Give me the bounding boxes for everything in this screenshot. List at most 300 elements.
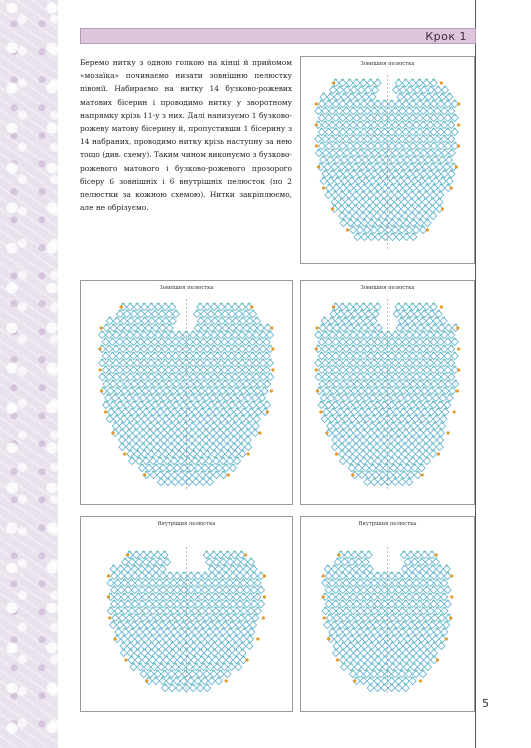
bead-dot bbox=[355, 128, 358, 130]
bead-dot bbox=[160, 366, 163, 368]
thread-diamond bbox=[148, 318, 155, 325]
bead-dot bbox=[241, 642, 244, 644]
bead-dot bbox=[430, 387, 433, 389]
thread-diamond bbox=[129, 559, 136, 566]
thread-diamond bbox=[365, 552, 372, 559]
thread-diamond bbox=[423, 115, 430, 122]
thread-diamond bbox=[421, 87, 428, 94]
bead-dot bbox=[122, 345, 125, 347]
thread-diamond bbox=[375, 185, 382, 192]
thread-diamond bbox=[149, 636, 156, 643]
bead-dot bbox=[354, 565, 357, 567]
thread-diamond bbox=[213, 472, 220, 479]
thread-diamond bbox=[210, 552, 217, 559]
bead-dot bbox=[143, 345, 146, 347]
thread-diamond bbox=[405, 416, 412, 423]
thread-diamond bbox=[417, 643, 424, 650]
bead-dot bbox=[227, 450, 230, 452]
bead-dot bbox=[193, 387, 196, 389]
bead-dot bbox=[145, 628, 148, 630]
bead-dot bbox=[369, 429, 372, 431]
thread-diamond bbox=[395, 143, 402, 150]
thread-diamond bbox=[391, 416, 398, 423]
bead-dot bbox=[133, 600, 136, 602]
thread-diamond bbox=[163, 608, 170, 615]
thread-diamond bbox=[350, 332, 357, 339]
thread-diamond bbox=[197, 318, 204, 325]
thread-diamond bbox=[169, 374, 176, 381]
bead-dot bbox=[206, 450, 209, 452]
thread-diamond bbox=[204, 360, 211, 367]
thread-diamond bbox=[343, 108, 350, 115]
bead-dot bbox=[366, 628, 369, 630]
thread-diamond bbox=[360, 304, 367, 311]
bead-dot bbox=[255, 317, 258, 319]
bead-dot bbox=[377, 422, 380, 424]
thread-diamond bbox=[376, 465, 383, 472]
thread-diamond bbox=[413, 150, 420, 157]
bead-dot bbox=[331, 373, 334, 375]
bead-dot bbox=[387, 135, 390, 137]
bead-dot bbox=[213, 317, 216, 319]
bead-dot bbox=[109, 607, 112, 609]
thread-diamond bbox=[354, 381, 361, 388]
thread-diamond bbox=[260, 360, 267, 367]
bead-dot bbox=[171, 317, 174, 319]
thread-diamond bbox=[367, 143, 374, 150]
bead-dot bbox=[130, 579, 133, 581]
thread-diamond bbox=[261, 388, 268, 395]
edge-bead bbox=[457, 347, 460, 350]
bead-dot bbox=[412, 380, 415, 382]
bead-dot bbox=[418, 457, 421, 459]
bead-dot bbox=[439, 142, 442, 144]
thread-diamond bbox=[232, 643, 239, 650]
thread-diamond bbox=[411, 559, 418, 566]
bead-dot bbox=[362, 212, 365, 214]
thread-diamond bbox=[142, 657, 149, 664]
bead-dot bbox=[179, 593, 182, 595]
bead-dot bbox=[411, 79, 414, 81]
bead-dot bbox=[259, 600, 262, 602]
bead-dot bbox=[345, 331, 348, 333]
bead-dot bbox=[401, 345, 404, 347]
bead-dot bbox=[178, 359, 181, 361]
bead-dot bbox=[398, 663, 401, 665]
bead-dot bbox=[396, 163, 399, 165]
thread-diamond bbox=[378, 360, 385, 367]
thread-diamond bbox=[396, 325, 403, 332]
bead-dot bbox=[365, 317, 368, 319]
thread-diamond bbox=[412, 416, 419, 423]
bead-dot bbox=[324, 607, 327, 609]
thread-diamond bbox=[361, 220, 368, 227]
thread-diamond bbox=[416, 430, 423, 437]
thread-diamond bbox=[345, 566, 352, 573]
bead-dot bbox=[353, 310, 356, 312]
bead-dot bbox=[214, 656, 217, 658]
bead-dot bbox=[134, 394, 137, 396]
bead-dot bbox=[254, 422, 257, 424]
thread-diamond bbox=[156, 594, 163, 601]
bead-dot bbox=[408, 135, 411, 137]
thread-diamond bbox=[378, 136, 385, 143]
bead-dot bbox=[432, 600, 435, 602]
bead-dot bbox=[411, 303, 414, 305]
bead-dot bbox=[341, 366, 344, 368]
bead-dot bbox=[411, 401, 414, 403]
thread-diamond bbox=[406, 580, 413, 587]
thread-diamond bbox=[437, 587, 444, 594]
bead-dot bbox=[161, 600, 164, 602]
bead-dot bbox=[320, 114, 323, 116]
thread-diamond bbox=[327, 94, 334, 101]
thread-diamond bbox=[406, 608, 413, 615]
bead-dot bbox=[429, 607, 432, 609]
bead-dot bbox=[136, 345, 139, 347]
thread-diamond bbox=[322, 108, 329, 115]
thread-diamond bbox=[205, 388, 212, 395]
bead-dot bbox=[341, 114, 344, 116]
bead-dot bbox=[389, 443, 392, 445]
bead-dot bbox=[227, 373, 230, 375]
thread-diamond bbox=[109, 353, 116, 360]
thread-diamond bbox=[136, 409, 143, 416]
bead-dot bbox=[447, 614, 450, 616]
bead-dot bbox=[343, 156, 346, 158]
edge-bead bbox=[327, 637, 330, 640]
thread-diamond bbox=[253, 360, 260, 367]
thread-diamond bbox=[357, 108, 364, 115]
thread-diamond bbox=[154, 671, 161, 678]
thread-diamond bbox=[441, 122, 448, 129]
bead-dot bbox=[322, 156, 325, 158]
thread-diamond bbox=[243, 622, 250, 629]
bead-dot bbox=[377, 642, 380, 644]
bead-dot bbox=[200, 607, 203, 609]
bead-dot bbox=[318, 387, 321, 389]
bead-dot bbox=[362, 366, 365, 368]
thread-diamond bbox=[128, 594, 135, 601]
thread-diamond bbox=[123, 402, 130, 409]
thread-diamond bbox=[182, 615, 189, 622]
thread-diamond bbox=[208, 381, 215, 388]
bead-dot bbox=[345, 593, 348, 595]
bead-dot bbox=[147, 380, 150, 382]
bead-dot bbox=[251, 338, 254, 340]
bead-dot bbox=[140, 324, 143, 326]
thread-diamond bbox=[234, 458, 241, 465]
bead-dot bbox=[199, 317, 202, 319]
thread-diamond bbox=[253, 346, 260, 353]
thread-diamond bbox=[327, 178, 334, 185]
bead-dot bbox=[222, 471, 225, 473]
bead-dot bbox=[174, 663, 177, 665]
bead-dot bbox=[331, 135, 334, 137]
thread-diamond bbox=[356, 318, 363, 325]
thread-diamond bbox=[124, 566, 131, 573]
bead-dot bbox=[366, 121, 369, 123]
bead-dot bbox=[382, 450, 385, 452]
thread-diamond bbox=[353, 353, 360, 360]
thread-diamond bbox=[150, 458, 157, 465]
bead-dot bbox=[431, 565, 434, 567]
thread-diamond bbox=[378, 608, 385, 615]
bead-dot bbox=[385, 464, 388, 466]
bead-dot bbox=[248, 415, 251, 417]
thread-diamond bbox=[125, 601, 132, 608]
thread-diamond bbox=[418, 465, 425, 472]
thread-diamond bbox=[385, 479, 392, 486]
thread-diamond bbox=[347, 220, 354, 227]
thread-diamond bbox=[326, 615, 333, 622]
thread-diamond bbox=[355, 465, 362, 472]
thread-diamond bbox=[367, 304, 374, 311]
thread-diamond bbox=[247, 580, 254, 587]
thread-diamond bbox=[374, 587, 381, 594]
bead-dot bbox=[431, 621, 434, 623]
thread-diamond bbox=[416, 601, 423, 608]
thread-diamond bbox=[134, 416, 141, 423]
bead-dot bbox=[397, 338, 400, 340]
bead-dot bbox=[396, 205, 399, 207]
bead-dot bbox=[249, 593, 252, 595]
bead-dot bbox=[151, 593, 154, 595]
bead-dot bbox=[346, 387, 349, 389]
thread-diamond bbox=[410, 185, 417, 192]
bead-dot bbox=[394, 593, 397, 595]
bead-dot bbox=[371, 394, 374, 396]
thread-diamond bbox=[396, 185, 403, 192]
thread-diamond bbox=[211, 304, 218, 311]
thread-diamond bbox=[444, 129, 451, 136]
thread-diamond bbox=[219, 636, 226, 643]
edge-bead bbox=[457, 144, 460, 147]
thread-diamond bbox=[389, 643, 396, 650]
bead-dot bbox=[349, 324, 352, 326]
thread-diamond bbox=[189, 615, 196, 622]
bead-dot bbox=[164, 317, 167, 319]
bead-dot bbox=[336, 93, 339, 95]
edge-bead bbox=[426, 228, 429, 231]
thread-diamond bbox=[366, 622, 373, 629]
thread-diamond bbox=[220, 472, 227, 479]
bead-dot bbox=[132, 338, 135, 340]
bead-dot bbox=[360, 408, 363, 410]
bead-dot bbox=[106, 394, 109, 396]
thread-diamond bbox=[339, 339, 346, 346]
thread-diamond bbox=[406, 479, 413, 486]
bead-dot bbox=[383, 401, 386, 403]
thread-diamond bbox=[131, 325, 138, 332]
bead-dot bbox=[401, 121, 404, 123]
thread-diamond bbox=[365, 472, 372, 479]
thread-diamond bbox=[208, 566, 215, 573]
thread-diamond bbox=[197, 451, 204, 458]
thread-diamond bbox=[145, 381, 152, 388]
bead-dot bbox=[153, 366, 156, 368]
bead-dot bbox=[401, 607, 404, 609]
bead-dot bbox=[379, 415, 382, 417]
thread-diamond bbox=[383, 178, 390, 185]
bead-dot bbox=[370, 642, 373, 644]
thread-diamond bbox=[164, 559, 171, 566]
bead-dot bbox=[376, 191, 379, 193]
thread-diamond bbox=[446, 157, 453, 164]
bead-dot bbox=[436, 149, 439, 151]
thread-diamond bbox=[128, 388, 135, 395]
bead-dot bbox=[211, 429, 214, 431]
thread-diamond bbox=[323, 388, 330, 395]
thread-diamond bbox=[156, 608, 163, 615]
bead-dot bbox=[415, 593, 418, 595]
thread-diamond bbox=[403, 220, 410, 227]
thread-diamond bbox=[173, 678, 180, 685]
bead-dot bbox=[150, 373, 153, 375]
thread-diamond bbox=[225, 374, 232, 381]
thread-diamond bbox=[263, 402, 270, 409]
bead-dot bbox=[179, 656, 182, 658]
bead-dot bbox=[163, 551, 166, 553]
thread-diamond bbox=[131, 622, 138, 629]
thread-diamond bbox=[374, 458, 381, 465]
bead-dot bbox=[443, 579, 446, 581]
thread-diamond bbox=[351, 87, 358, 94]
bead-dot bbox=[364, 558, 367, 560]
bead-dot bbox=[224, 600, 227, 602]
thread-diamond bbox=[430, 650, 437, 657]
thread-diamond bbox=[385, 332, 392, 339]
thread-diamond bbox=[230, 573, 237, 580]
bead-dot bbox=[341, 656, 344, 658]
thread-diamond bbox=[351, 409, 358, 416]
thread-diamond bbox=[423, 213, 430, 220]
bead-dot bbox=[227, 359, 230, 361]
thread-diamond bbox=[324, 622, 331, 629]
thread-diamond bbox=[126, 615, 133, 622]
bead-dot bbox=[377, 219, 380, 221]
bead-dot bbox=[329, 156, 332, 158]
bead-dot bbox=[221, 607, 224, 609]
thread-diamond bbox=[227, 629, 234, 636]
thread-diamond bbox=[427, 171, 434, 178]
bead-dot bbox=[327, 114, 330, 116]
thread-diamond bbox=[333, 381, 340, 388]
bead-dot bbox=[378, 635, 381, 637]
bead-dot bbox=[334, 352, 337, 354]
thread-diamond bbox=[430, 353, 437, 360]
bead-dot bbox=[112, 572, 115, 574]
bead-dot bbox=[432, 212, 435, 214]
bead-dot bbox=[367, 310, 370, 312]
thread-diamond bbox=[102, 367, 109, 374]
thread-diamond bbox=[117, 311, 124, 318]
bead-dot bbox=[132, 352, 135, 354]
bead-dot bbox=[354, 621, 357, 623]
bead-dot bbox=[237, 401, 240, 403]
thread-diamond bbox=[430, 402, 437, 409]
bead-dot bbox=[417, 443, 420, 445]
thread-diamond bbox=[434, 122, 441, 129]
thread-diamond bbox=[186, 353, 193, 360]
thread-diamond bbox=[439, 178, 446, 185]
thread-diamond bbox=[402, 685, 409, 692]
thread-diamond bbox=[443, 622, 450, 629]
bead-dot bbox=[194, 628, 197, 630]
thread-diamond bbox=[236, 566, 243, 573]
bead-dot bbox=[361, 565, 364, 567]
edge-bead bbox=[322, 595, 325, 598]
beading-schematic bbox=[301, 517, 474, 711]
thread-diamond bbox=[258, 587, 265, 594]
bead-dot bbox=[241, 450, 244, 452]
bead-dot bbox=[355, 142, 358, 144]
thread-diamond bbox=[99, 332, 106, 339]
bead-dot bbox=[111, 352, 114, 354]
bead-dot bbox=[116, 387, 119, 389]
edge-bead bbox=[271, 368, 274, 371]
thread-diamond bbox=[147, 615, 154, 622]
bead-dot bbox=[139, 366, 142, 368]
bead-dot bbox=[356, 614, 359, 616]
thread-diamond bbox=[408, 444, 415, 451]
thread-diamond bbox=[360, 129, 367, 136]
bead-dot bbox=[405, 614, 408, 616]
bead-dot bbox=[252, 565, 255, 567]
edge-bead bbox=[337, 553, 340, 556]
thread-diamond bbox=[375, 664, 382, 671]
thread-diamond bbox=[318, 402, 325, 409]
bead-dot bbox=[352, 135, 355, 137]
bead-dot bbox=[205, 670, 208, 672]
thread-diamond bbox=[179, 353, 186, 360]
bead-dot bbox=[376, 212, 379, 214]
bead-dot bbox=[158, 635, 161, 637]
thread-diamond bbox=[425, 423, 432, 430]
thread-diamond bbox=[157, 472, 164, 479]
thread-diamond bbox=[259, 395, 266, 402]
bead-dot bbox=[192, 345, 195, 347]
thread-diamond bbox=[430, 451, 437, 458]
bead-dot bbox=[217, 324, 220, 326]
bead-dot bbox=[322, 177, 325, 179]
bead-dot bbox=[195, 310, 198, 312]
bead-dot bbox=[380, 628, 383, 630]
bead-dot bbox=[363, 184, 366, 186]
thread-diamond bbox=[384, 671, 391, 678]
bead-dot bbox=[188, 366, 191, 368]
thread-diamond bbox=[388, 213, 395, 220]
thread-diamond bbox=[120, 643, 127, 650]
bead-dot bbox=[147, 600, 150, 602]
thread-diamond bbox=[232, 416, 239, 423]
thread-diamond bbox=[402, 304, 409, 311]
thread-diamond bbox=[402, 678, 409, 685]
bead-dot bbox=[376, 656, 379, 658]
bead-dot bbox=[230, 352, 233, 354]
thread-diamond bbox=[437, 129, 444, 136]
thread-diamond bbox=[153, 437, 160, 444]
thread-diamond bbox=[153, 587, 160, 594]
thread-diamond bbox=[368, 664, 375, 671]
thread-diamond bbox=[420, 346, 427, 353]
bead-dot bbox=[173, 408, 176, 410]
thread-diamond bbox=[124, 311, 131, 318]
bead-dot bbox=[203, 324, 206, 326]
bead-dot bbox=[404, 338, 407, 340]
thread-diamond bbox=[218, 360, 225, 367]
thread-diamond bbox=[102, 353, 109, 360]
